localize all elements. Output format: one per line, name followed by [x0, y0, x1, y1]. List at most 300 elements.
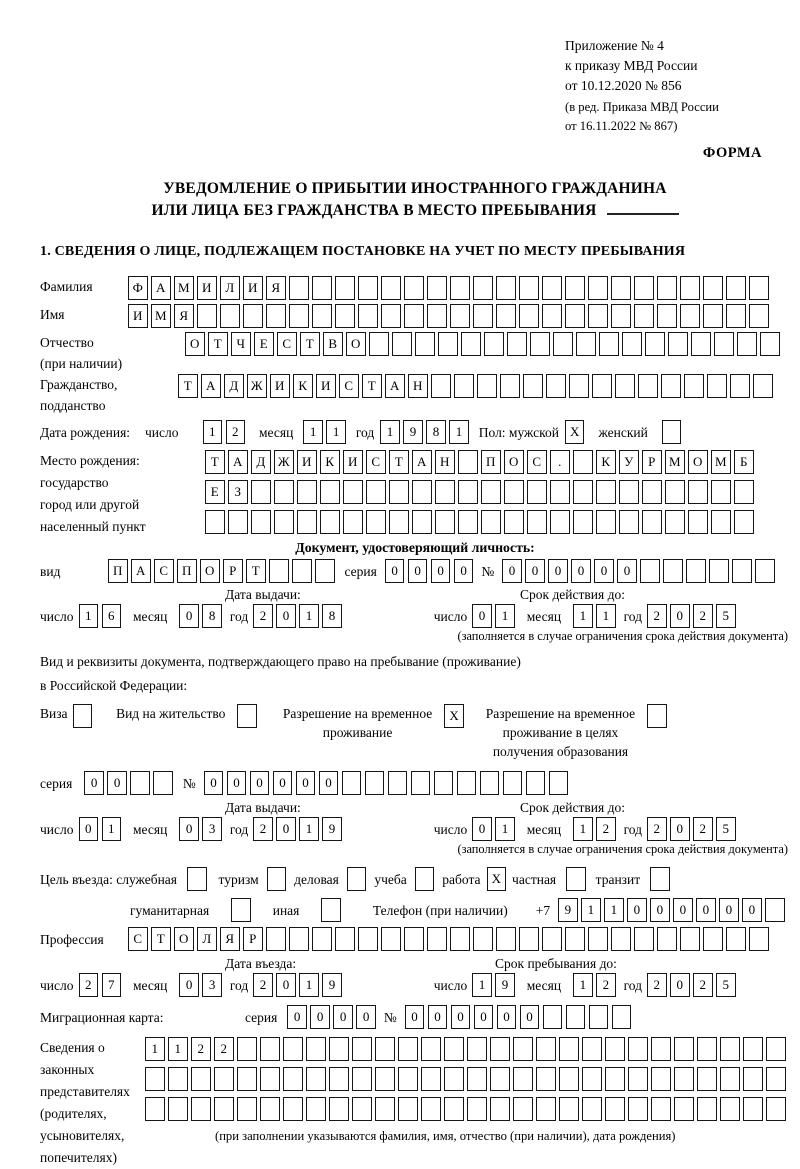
citizenship-cells-2[interactable]: Д [224, 374, 244, 398]
profession-cells-9[interactable] [335, 927, 355, 951]
legal-cells-row1[interactable] [145, 1037, 786, 1061]
birthplace-cells-row2-5[interactable] [320, 480, 340, 504]
birthplace-cells-row2[interactable] [205, 480, 754, 504]
right-valid-year-cells-2[interactable]: 2 [693, 817, 713, 841]
profession-cells[interactable] [128, 927, 769, 951]
entry-year-cells-2[interactable]: 1 [299, 973, 319, 997]
birthplace-cells-row2-11[interactable] [458, 480, 478, 504]
stay-day-cells-1[interactable]: 9 [495, 973, 515, 997]
entry-month-cells-0[interactable]: 0 [179, 973, 199, 997]
right-series-cells-3[interactable] [153, 771, 173, 795]
profession-cells-1[interactable]: Т [151, 927, 171, 951]
legal-cells-row3-19[interactable] [582, 1097, 602, 1121]
entry-day-cells[interactable] [79, 973, 122, 997]
legal-cells-row3[interactable] [145, 1097, 786, 1121]
legal-cells-row2-7[interactable] [306, 1067, 326, 1091]
name-cells-11[interactable] [381, 304, 401, 328]
stay-month-cells-0[interactable]: 1 [573, 973, 593, 997]
birth-day-cells-1[interactable]: 2 [226, 420, 246, 444]
legal-cells-row1-7[interactable] [306, 1037, 326, 1061]
legal-cells-row3-11[interactable] [398, 1097, 418, 1121]
doc-issue-year-cells-2[interactable]: 1 [299, 604, 319, 628]
doc-kind-cells-3[interactable]: П [177, 559, 197, 583]
name-cells-26[interactable] [726, 304, 746, 328]
birth-year-cells-2[interactable]: 8 [426, 420, 446, 444]
legal-cells-row3-14[interactable] [467, 1097, 487, 1121]
doc-kind-cells-4[interactable]: О [200, 559, 220, 583]
doc-kind-cells-9[interactable] [315, 559, 335, 583]
doc-valid-month-cells-1[interactable]: 1 [596, 604, 616, 628]
citizenship-cells-24[interactable] [730, 374, 750, 398]
legal-cells-row2-9[interactable] [352, 1067, 372, 1091]
profession-cells-13[interactable] [427, 927, 447, 951]
legal-cells-row2-3[interactable] [214, 1067, 234, 1091]
profession-cells-24[interactable] [680, 927, 700, 951]
legal-cells-row3-0[interactable] [145, 1097, 165, 1121]
patronymic-cells-18[interactable] [599, 332, 619, 356]
profession-cells-0[interactable]: С [128, 927, 148, 951]
doc-issue-year-cells[interactable] [253, 604, 342, 628]
birthplace-cells-row1-15[interactable]: . [550, 450, 570, 474]
name-cells-22[interactable] [634, 304, 654, 328]
birthplace-cells-row2-12[interactable] [481, 480, 501, 504]
legal-cells-row2-12[interactable] [421, 1067, 441, 1091]
stay-month-cells-1[interactable]: 2 [596, 973, 616, 997]
birthplace-cells-row3-15[interactable] [550, 510, 570, 534]
legal-cells-row3-1[interactable] [168, 1097, 188, 1121]
mig-number-cells-2[interactable]: 0 [451, 1005, 471, 1029]
birthplace-cells-row1-8[interactable]: Т [389, 450, 409, 474]
doc-valid-year-cells-2[interactable]: 2 [693, 604, 713, 628]
birthplace-cells-row2-14[interactable] [527, 480, 547, 504]
profession-cells-21[interactable] [611, 927, 631, 951]
right-issue-year-cells-0[interactable]: 2 [253, 817, 273, 841]
name-cells-1[interactable]: М [151, 304, 171, 328]
name-cells-8[interactable] [312, 304, 332, 328]
patronymic-cells-14[interactable] [507, 332, 527, 356]
profession-cells-15[interactable] [473, 927, 493, 951]
birthplace-cells-row1-13[interactable]: О [504, 450, 524, 474]
right-number-cells-1[interactable]: 0 [227, 771, 247, 795]
purpose-other-checkbox[interactable] [321, 898, 341, 922]
profession-cells-25[interactable] [703, 927, 723, 951]
doc-valid-year-cells-1[interactable]: 0 [670, 604, 690, 628]
mig-number-cells-1[interactable]: 0 [428, 1005, 448, 1029]
citizenship-cells-12[interactable] [454, 374, 474, 398]
patronymic-cells-20[interactable] [645, 332, 665, 356]
birthplace-cells-row1-3[interactable]: Ж [274, 450, 294, 474]
legal-cells-row2-10[interactable] [375, 1067, 395, 1091]
patronymic-cells-21[interactable] [668, 332, 688, 356]
surname-cells-7[interactable] [289, 276, 309, 300]
legal-cells-row1-14[interactable] [467, 1037, 487, 1061]
doc-number-cells[interactable] [502, 559, 775, 583]
birthplace-cells-row3-13[interactable] [504, 510, 524, 534]
purpose-business-checkbox-0[interactable] [347, 867, 367, 891]
legal-cells-row2-1[interactable] [168, 1067, 188, 1091]
doc-kind-cells-0[interactable]: П [108, 559, 128, 583]
legal-cells-row1-18[interactable] [559, 1037, 579, 1061]
legal-cells-row3-5[interactable] [260, 1097, 280, 1121]
surname-cells-24[interactable] [680, 276, 700, 300]
legal-cells-row1-15[interactable] [490, 1037, 510, 1061]
doc-issue-day-cells-0[interactable]: 1 [79, 604, 99, 628]
birthplace-cells-row3-5[interactable] [320, 510, 340, 534]
right-series-cells[interactable] [84, 771, 173, 795]
doc-number-cells-5[interactable]: 0 [617, 559, 637, 583]
birth-month-cells[interactable] [303, 420, 346, 444]
doc-kind-cells-7[interactable] [269, 559, 289, 583]
right-issue-day-cells-1[interactable]: 1 [102, 817, 122, 841]
purpose-humanitarian-checkbox[interactable] [231, 898, 251, 922]
right-number-cells[interactable] [204, 771, 569, 795]
doc-number-cells-3[interactable]: 0 [571, 559, 591, 583]
profession-cells-11[interactable] [381, 927, 401, 951]
birthplace-cells-row1-2[interactable]: Д [251, 450, 271, 474]
birthplace-cells-row2-13[interactable] [504, 480, 524, 504]
birthplace-cells-row3-14[interactable] [527, 510, 547, 534]
purpose-humanitarian-checkbox-0[interactable] [231, 898, 251, 922]
patronymic-cells[interactable] [185, 332, 780, 356]
legal-cells-row2-27[interactable] [766, 1067, 786, 1091]
entry-month-cells-1[interactable]: 3 [202, 973, 222, 997]
purpose-private-checkbox-0[interactable] [566, 867, 586, 891]
profession-cells-14[interactable] [450, 927, 470, 951]
right-valid-year-cells-1[interactable]: 0 [670, 817, 690, 841]
birthplace-cells-row1-4[interactable]: И [297, 450, 317, 474]
temp-residence-checkbox[interactable] [444, 704, 464, 728]
surname-cells-12[interactable] [404, 276, 424, 300]
profession-cells-3[interactable]: Л [197, 927, 217, 951]
mig-number-cells-0[interactable]: 0 [405, 1005, 425, 1029]
phone-cells-7[interactable]: 0 [719, 898, 739, 922]
name-cells-19[interactable] [565, 304, 585, 328]
citizenship-cells-8[interactable]: Т [362, 374, 382, 398]
right-issue-month-cells-0[interactable]: 0 [179, 817, 199, 841]
citizenship-cells-23[interactable] [707, 374, 727, 398]
name-cells-0[interactable]: И [128, 304, 148, 328]
birthplace-cells-row1-1[interactable]: А [228, 450, 248, 474]
mig-number-cells[interactable] [405, 1005, 632, 1029]
birthplace-cells-row2-22[interactable] [711, 480, 731, 504]
name-cells-15[interactable] [473, 304, 493, 328]
profession-cells-6[interactable] [266, 927, 286, 951]
doc-issue-day-cells[interactable] [79, 604, 122, 628]
mig-number-cells-4[interactable]: 0 [497, 1005, 517, 1029]
birthplace-cells-row1-22[interactable]: М [711, 450, 731, 474]
birthplace-cells-row3-19[interactable] [642, 510, 662, 534]
right-number-cells-10[interactable] [434, 771, 454, 795]
sex-female-checkbox[interactable] [662, 420, 682, 444]
legal-cells-row3-8[interactable] [329, 1097, 349, 1121]
doc-issue-year-cells-3[interactable]: 8 [322, 604, 342, 628]
doc-issue-year-cells-1[interactable]: 0 [276, 604, 296, 628]
patronymic-cells-15[interactable] [530, 332, 550, 356]
doc-number-cells-0[interactable]: 0 [502, 559, 522, 583]
profession-cells-19[interactable] [565, 927, 585, 951]
stay-year-cells-1[interactable]: 0 [670, 973, 690, 997]
legal-cells-row2-19[interactable] [582, 1067, 602, 1091]
legal-cells-row2-5[interactable] [260, 1067, 280, 1091]
right-number-cells-6[interactable] [342, 771, 362, 795]
legal-cells-row3-4[interactable] [237, 1097, 257, 1121]
legal-cells-row3-13[interactable] [444, 1097, 464, 1121]
surname-cells-8[interactable] [312, 276, 332, 300]
doc-issue-month-cells-0[interactable]: 0 [179, 604, 199, 628]
residence-permit-checkbox[interactable] [237, 704, 257, 728]
surname-cells-18[interactable] [542, 276, 562, 300]
phone-cells-3[interactable]: 0 [627, 898, 647, 922]
legal-cells-row3-26[interactable] [743, 1097, 763, 1121]
purpose-study-checkbox-0[interactable] [415, 867, 435, 891]
surname-cells-10[interactable] [358, 276, 378, 300]
doc-issue-year-cells-0[interactable]: 2 [253, 604, 273, 628]
citizenship-cells-20[interactable] [638, 374, 658, 398]
patronymic-cells-23[interactable] [714, 332, 734, 356]
doc-number-cells-9[interactable] [709, 559, 729, 583]
legal-cells-row2-8[interactable] [329, 1067, 349, 1091]
right-issue-year-cells-1[interactable]: 0 [276, 817, 296, 841]
birthplace-cells-row3-10[interactable] [435, 510, 455, 534]
legal-cells-row1-16[interactable] [513, 1037, 533, 1061]
doc-number-cells-4[interactable]: 0 [594, 559, 614, 583]
doc-number-cells-11[interactable] [755, 559, 775, 583]
citizenship-cells-5[interactable]: К [293, 374, 313, 398]
name-cells-25[interactable] [703, 304, 723, 328]
temp-residence-edu-checkbox-0[interactable] [647, 704, 667, 728]
mig-series-cells-3[interactable]: 0 [356, 1005, 376, 1029]
surname-cells-20[interactable] [588, 276, 608, 300]
birthplace-cells-row1-9[interactable]: А [412, 450, 432, 474]
birthplace-cells-row2-19[interactable] [642, 480, 662, 504]
legal-cells-row3-22[interactable] [651, 1097, 671, 1121]
legal-cells-row3-15[interactable] [490, 1097, 510, 1121]
name-cells-14[interactable] [450, 304, 470, 328]
name-cells-16[interactable] [496, 304, 516, 328]
birthplace-cells-row1-19[interactable]: Р [642, 450, 662, 474]
legal-cells-row2-23[interactable] [674, 1067, 694, 1091]
birthplace-cells-row2-1[interactable]: З [228, 480, 248, 504]
right-number-cells-9[interactable] [411, 771, 431, 795]
legal-cells-row1-27[interactable] [766, 1037, 786, 1061]
patronymic-cells-1[interactable]: Т [208, 332, 228, 356]
surname-cells[interactable] [128, 276, 769, 300]
legal-cells-row2-16[interactable] [513, 1067, 533, 1091]
birthplace-cells-row3-6[interactable] [343, 510, 363, 534]
doc-kind-cells-5[interactable]: Р [223, 559, 243, 583]
surname-cells-15[interactable] [473, 276, 493, 300]
profession-cells-5[interactable]: Р [243, 927, 263, 951]
legal-cells-row1-12[interactable] [421, 1037, 441, 1061]
surname-cells-23[interactable] [657, 276, 677, 300]
citizenship-cells-19[interactable] [615, 374, 635, 398]
mig-number-cells-8[interactable] [589, 1005, 609, 1029]
right-number-cells-13[interactable] [503, 771, 523, 795]
right-issue-month-cells[interactable] [179, 817, 222, 841]
mig-series-cells[interactable] [287, 1005, 376, 1029]
phone-cells-5[interactable]: 0 [673, 898, 693, 922]
legal-cells-row1-8[interactable] [329, 1037, 349, 1061]
birthplace-cells-row2-16[interactable] [573, 480, 593, 504]
entry-year-cells-1[interactable]: 0 [276, 973, 296, 997]
right-valid-day-cells-0[interactable]: 0 [472, 817, 492, 841]
legal-cells-row2-25[interactable] [720, 1067, 740, 1091]
sex-male-checkbox-0[interactable]: X [565, 420, 585, 444]
phone-cells[interactable] [558, 898, 785, 922]
patronymic-cells-17[interactable] [576, 332, 596, 356]
birthplace-cells-row1-23[interactable]: Б [734, 450, 754, 474]
birth-year-cells-1[interactable]: 9 [403, 420, 423, 444]
birthplace-cells-row2-9[interactable] [412, 480, 432, 504]
birth-month-cells-0[interactable]: 1 [303, 420, 323, 444]
doc-number-cells-8[interactable] [686, 559, 706, 583]
birth-year-cells[interactable] [380, 420, 469, 444]
visa-checkbox[interactable] [73, 704, 93, 728]
patronymic-cells-13[interactable] [484, 332, 504, 356]
doc-valid-day-cells[interactable] [472, 604, 515, 628]
doc-valid-day-cells-0[interactable]: 0 [472, 604, 492, 628]
legal-cells-row3-2[interactable] [191, 1097, 211, 1121]
name-cells-7[interactable] [289, 304, 309, 328]
name-cells-12[interactable] [404, 304, 424, 328]
surname-cells-0[interactable]: Ф [128, 276, 148, 300]
right-issue-day-cells[interactable] [79, 817, 122, 841]
birthplace-cells-row1-6[interactable]: И [343, 450, 363, 474]
profession-cells-17[interactable] [519, 927, 539, 951]
profession-cells-2[interactable]: О [174, 927, 194, 951]
name-cells-9[interactable] [335, 304, 355, 328]
birthplace-cells-row3-8[interactable] [389, 510, 409, 534]
surname-cells-6[interactable]: Я [266, 276, 286, 300]
birthplace-cells-row1-21[interactable]: О [688, 450, 708, 474]
birthplace-cells-row3-23[interactable] [734, 510, 754, 534]
birthplace-cells-row1-7[interactable]: С [366, 450, 386, 474]
right-number-cells-14[interactable] [526, 771, 546, 795]
legal-cells-row2-20[interactable] [605, 1067, 625, 1091]
birthplace-cells-row1-14[interactable]: С [527, 450, 547, 474]
surname-cells-27[interactable] [749, 276, 769, 300]
legal-cells-row2[interactable] [145, 1067, 786, 1091]
profession-cells-4[interactable]: Я [220, 927, 240, 951]
birthplace-cells-row3-18[interactable] [619, 510, 639, 534]
right-number-cells-8[interactable] [388, 771, 408, 795]
birthplace-cells-row1-16[interactable] [573, 450, 593, 474]
legal-cells-row1-11[interactable] [398, 1037, 418, 1061]
birthplace-cells-row1[interactable] [205, 450, 754, 474]
citizenship-cells-7[interactable]: С [339, 374, 359, 398]
doc-number-cells-1[interactable]: 0 [525, 559, 545, 583]
phone-cells-6[interactable]: 0 [696, 898, 716, 922]
name-cells-13[interactable] [427, 304, 447, 328]
patronymic-cells-25[interactable] [760, 332, 780, 356]
birthplace-cells-row3-3[interactable] [274, 510, 294, 534]
purpose-business-checkbox[interactable] [347, 867, 367, 891]
right-issue-day-cells-0[interactable]: 0 [79, 817, 99, 841]
right-issue-month-cells-1[interactable]: 3 [202, 817, 222, 841]
birth-month-cells-1[interactable]: 1 [326, 420, 346, 444]
patronymic-cells-5[interactable]: Т [300, 332, 320, 356]
legal-cells-row2-18[interactable] [559, 1067, 579, 1091]
surname-cells-11[interactable] [381, 276, 401, 300]
doc-valid-month-cells[interactable] [573, 604, 616, 628]
phone-cells-2[interactable]: 1 [604, 898, 624, 922]
birth-year-cells-3[interactable]: 1 [449, 420, 469, 444]
legal-cells-row2-24[interactable] [697, 1067, 717, 1091]
patronymic-cells-7[interactable]: О [346, 332, 366, 356]
birthplace-cells-row3-17[interactable] [596, 510, 616, 534]
doc-number-cells-2[interactable]: 0 [548, 559, 568, 583]
purpose-transit-checkbox[interactable] [650, 867, 670, 891]
doc-kind-cells-2[interactable]: С [154, 559, 174, 583]
birthplace-cells-row2-0[interactable]: Е [205, 480, 225, 504]
legal-cells-row1-4[interactable] [237, 1037, 257, 1061]
mig-series-cells-0[interactable]: 0 [287, 1005, 307, 1029]
patronymic-cells-2[interactable]: Ч [231, 332, 251, 356]
name-cells-6[interactable] [266, 304, 286, 328]
legal-cells-row3-12[interactable] [421, 1097, 441, 1121]
name-cells-4[interactable] [220, 304, 240, 328]
citizenship-cells-11[interactable] [431, 374, 451, 398]
surname-cells-14[interactable] [450, 276, 470, 300]
purpose-study-checkbox[interactable] [415, 867, 435, 891]
birthplace-cells-row1-5[interactable]: К [320, 450, 340, 474]
citizenship-cells-25[interactable] [753, 374, 773, 398]
right-number-cells-0[interactable]: 0 [204, 771, 224, 795]
name-cells-10[interactable] [358, 304, 378, 328]
stay-month-cells[interactable] [573, 973, 616, 997]
patronymic-cells-9[interactable] [392, 332, 412, 356]
doc-number-cells-7[interactable] [663, 559, 683, 583]
purpose-tourism-checkbox[interactable] [267, 867, 287, 891]
birthplace-cells-row2-15[interactable] [550, 480, 570, 504]
phone-cells-8[interactable]: 0 [742, 898, 762, 922]
mig-number-cells-3[interactable]: 0 [474, 1005, 494, 1029]
purpose-official-checkbox-0[interactable] [187, 867, 207, 891]
doc-valid-month-cells-0[interactable]: 1 [573, 604, 593, 628]
citizenship-cells-1[interactable]: А [201, 374, 221, 398]
purpose-work-checkbox[interactable] [487, 867, 507, 891]
right-issue-year-cells-3[interactable]: 9 [322, 817, 342, 841]
surname-cells-26[interactable] [726, 276, 746, 300]
doc-kind-cells-8[interactable] [292, 559, 312, 583]
legal-cells-row1-0[interactable]: 1 [145, 1037, 165, 1061]
entry-month-cells[interactable] [179, 973, 222, 997]
surname-cells-5[interactable]: И [243, 276, 263, 300]
legal-cells-row2-11[interactable] [398, 1067, 418, 1091]
stay-year-cells-3[interactable]: 5 [716, 973, 736, 997]
right-valid-month-cells-1[interactable]: 2 [596, 817, 616, 841]
birthplace-cells-row3-4[interactable] [297, 510, 317, 534]
right-valid-day-cells-1[interactable]: 1 [495, 817, 515, 841]
profession-cells-10[interactable] [358, 927, 378, 951]
phone-cells-1[interactable]: 1 [581, 898, 601, 922]
legal-cells-row2-17[interactable] [536, 1067, 556, 1091]
temp-residence-edu-checkbox[interactable] [647, 704, 667, 728]
birthplace-cells-row2-6[interactable] [343, 480, 363, 504]
profession-cells-22[interactable] [634, 927, 654, 951]
birthplace-cells-row3-11[interactable] [458, 510, 478, 534]
right-series-cells-2[interactable] [130, 771, 150, 795]
birthplace-cells-row1-10[interactable]: Н [435, 450, 455, 474]
stay-year-cells[interactable] [647, 973, 736, 997]
right-valid-month-cells-0[interactable]: 1 [573, 817, 593, 841]
citizenship-cells-15[interactable] [523, 374, 543, 398]
name-cells-23[interactable] [657, 304, 677, 328]
birthplace-cells-row3-12[interactable] [481, 510, 501, 534]
right-number-cells-4[interactable]: 0 [296, 771, 316, 795]
citizenship-cells-18[interactable] [592, 374, 612, 398]
patronymic-cells-10[interactable] [415, 332, 435, 356]
